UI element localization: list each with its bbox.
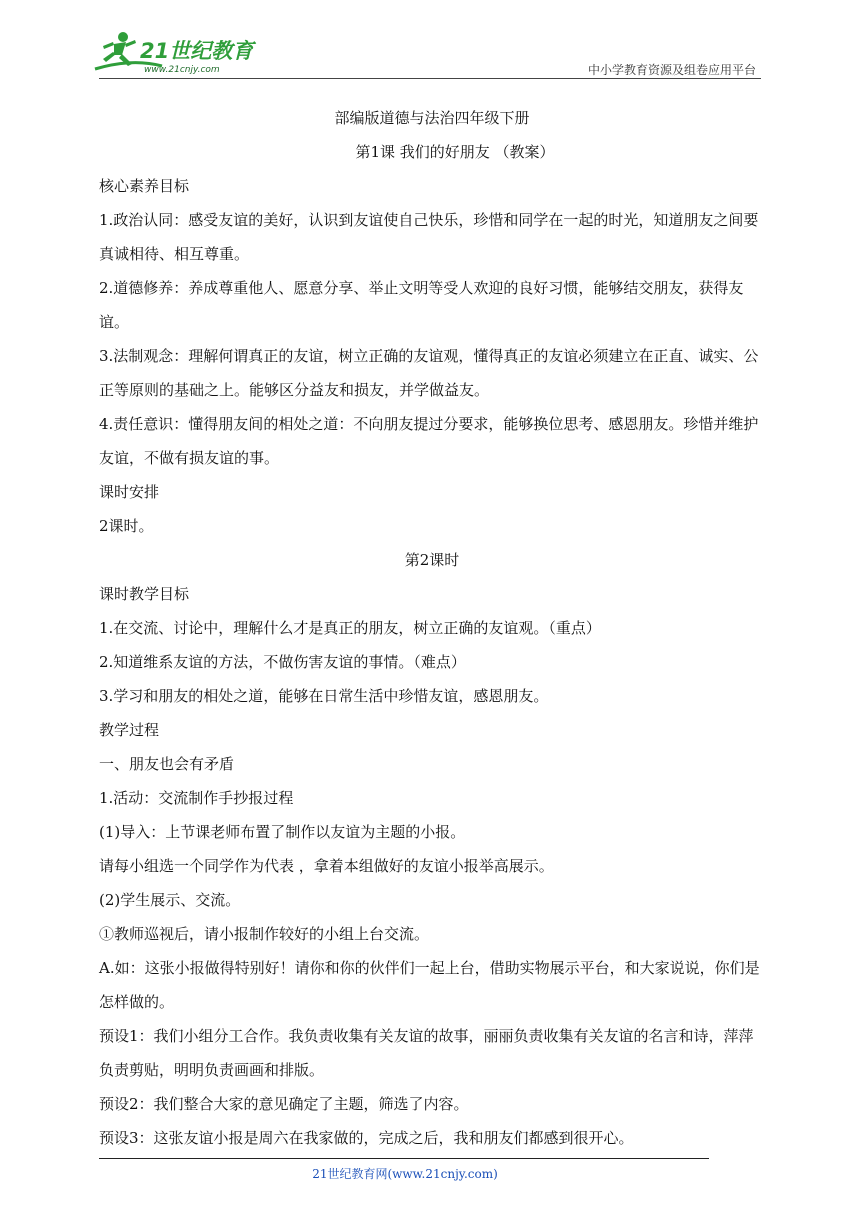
preset-3: 预设3：这张友谊小报是周六在我家做的，完成之后，我和朋友们都感到很开心。: [99, 1129, 634, 1147]
core-goal-1: 1.政治认同：感受友谊的美好，认识到友谊使自己快乐，珍惜和同学在一起的时光，知道朋友之间要真诚相待、相互尊重。: [99, 211, 759, 263]
heading-core-goals: 核心素养目标: [99, 177, 190, 195]
schedule-text: 2课时。: [99, 517, 154, 535]
period-goal-3: 3.学习和朋友的相处之道，能够在日常生活中珍惜友谊，感恩朋友。: [99, 687, 549, 705]
step-2a: ①教师巡视后，请小报制作较好的小组上台交流。: [99, 925, 430, 943]
section-heading-1: 一、朋友也会有矛盾: [99, 755, 235, 773]
step-1b: 请每小组选一个同学作为代表 ，拿着本组做好的友谊小报举高展示。: [99, 857, 554, 875]
heading-period-goals: 课时教学目标: [99, 585, 190, 603]
logo: [92, 28, 267, 80]
footer-link[interactable]: 21世纪教育网(www.21cnjy.com): [312, 1167, 498, 1181]
preset-2: 预设2：我们整合大家的意见确定了主题，筛选了内容。: [99, 1095, 469, 1113]
document-body: [99, 101, 765, 1155]
core-goal-2: 2.道德修养：养成尊重他人、愿意分享、举止文明等受人欢迎的良好习惯，能够结交朋友，获得友谊。: [99, 279, 744, 331]
heading-schedule: 课时安排: [99, 483, 160, 501]
document-title: 部编版道德与法治四年级下册: [334, 109, 530, 127]
step-2: (2)学生展示、交流。: [99, 891, 241, 909]
header-divider: [99, 78, 761, 79]
period-goal-2: 2.知道维系友谊的方法，不做伤害友谊的事情。（难点）: [99, 653, 466, 671]
period-goal-1: 1.在交流、讨论中，理解什么才是真正的朋友，树立正确的友谊观。（重点）: [99, 619, 601, 637]
footer-divider: [99, 1158, 709, 1159]
logo-main-text: 21世纪教育: [140, 39, 254, 63]
page-header: [0, 0, 860, 90]
activity-1: 1.活动：交流制作手抄报过程: [99, 789, 294, 807]
platform-name: 中小学教育资源及组卷应用平台: [587, 63, 756, 77]
core-goal-4: 4.责任意识：懂得朋友间的相处之道：不向朋友提过分要求，能够换位思考、感恩朋友。珍惜并维护友谊，不做有损友谊的事。: [99, 415, 759, 467]
step-1: (1)导入：上节课老师布置了制作以友谊为主题的小报。: [99, 823, 466, 841]
preset-1: 预设1：我们小组分工合作。我负责收集有关友谊的故事，丽丽负责收集有关友谊的名言和诗，萍萍负责剪贴，明明负责画画和排版。: [99, 1027, 754, 1079]
heading-process: 教学过程: [99, 721, 160, 739]
lesson-title: 第1课 我们的好朋友 （教案）: [355, 143, 555, 161]
runner-icon: [103, 32, 136, 66]
step-2b: A.如：这张小报做得特别好！请你和你的伙伴们一起上台，借助实物展示平台，和大家说说，你们是怎样做的。: [99, 959, 760, 1011]
logo-url-text: www.21cnjy.com: [144, 65, 220, 75]
period-title: 第2课时: [404, 551, 460, 569]
core-goal-3: 3.法制观念：理解何谓真正的友谊，树立正确的友谊观，懂得真正的友谊必须建立在正直、诚实、公正等原则的基础之上。能够区分益友和损友，并学做益友。: [99, 347, 759, 399]
